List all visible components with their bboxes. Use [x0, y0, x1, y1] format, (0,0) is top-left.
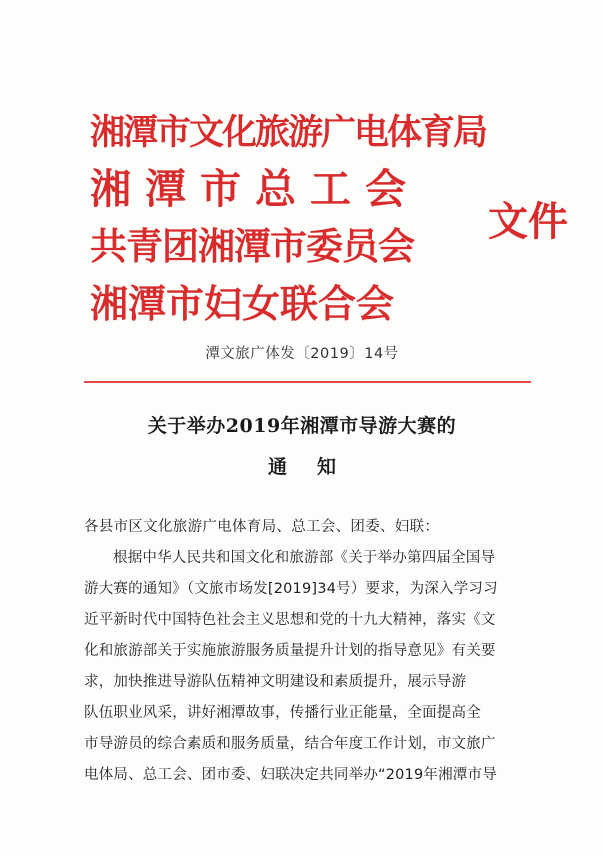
paragraph-line: 根据中华人民共和国文化和旅游部《关于举办第四届全国导	[113, 550, 496, 566]
issuer-culture-tourism-bureau: 湘潭市文化旅游广电体育局	[90, 112, 487, 153]
document-kind-label: 文件	[488, 197, 569, 245]
paragraph-line: 化和旅游部关于实施旅游服务质量提升计划的指导意见》有关要	[84, 643, 496, 659]
paragraph-line: 电体局、总工会、团市委、妇联决定共同举办“2019年湘潭市导	[84, 767, 497, 783]
notice-subtitle: 通知	[267, 456, 366, 478]
issuer-federation-of-trade-unions: 湘潭市总工会	[90, 165, 420, 213]
issuer-youth-league-committee: 共青团湘潭市委员会	[90, 224, 414, 268]
document-header	[90, 104, 569, 332]
paragraph-line: 市导游员的综合素质和服务质量，结合年度工作计划，市文旅广	[84, 736, 496, 752]
paragraph-line: 近平新时代中国特色社会主义思想和党的十九大精神，落实《文	[84, 612, 496, 628]
paragraph-line: 游大赛的通知》（文旅市场发[2019]34号）要求，为深入学习习	[84, 581, 498, 597]
notice-body	[84, 512, 544, 791]
issuer-list	[90, 104, 486, 332]
red-divider-line	[84, 381, 531, 383]
paragraph-line: 队伍职业风采，讲好湘潭故事，传播行业正能量，全面提高全	[84, 705, 481, 721]
issuer-womens-federation: 湘潭市妇女联合会	[90, 281, 395, 326]
document-number: 潭文旅广体发〔2019〕14号	[205, 346, 399, 362]
recipients-line: 各县市区文化旅游广电体育局、总工会、团委、妇联：	[84, 519, 440, 535]
notice-title: 关于举办2019年湘潭市导游大赛的	[147, 415, 457, 437]
header-grid	[90, 104, 569, 332]
paragraph-line: 求，加快推进导游队伍精神文明建设和素质提升，展示导游	[84, 674, 467, 690]
body-paragraph	[84, 543, 544, 791]
